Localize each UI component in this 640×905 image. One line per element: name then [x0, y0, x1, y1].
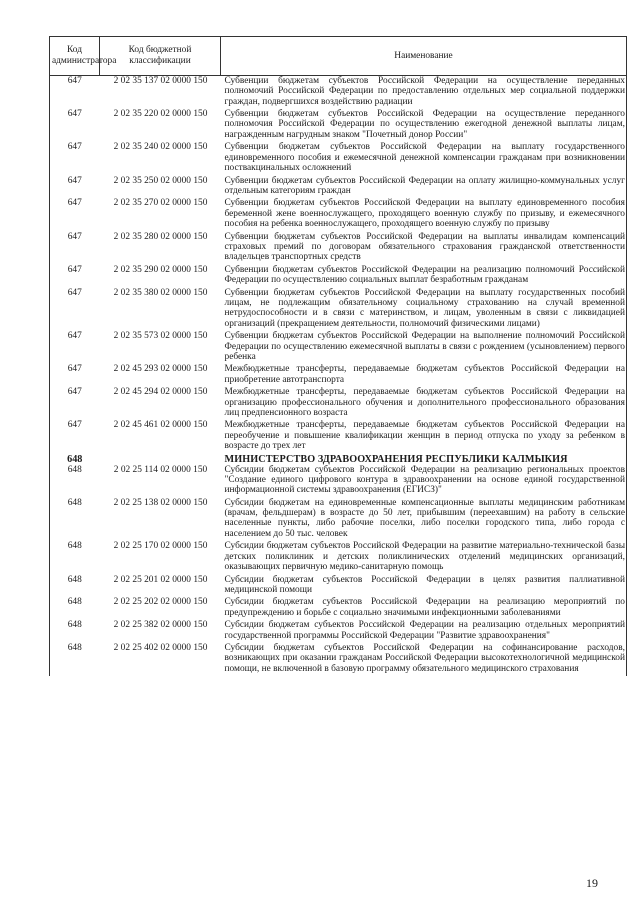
table-row	[50, 643, 627, 676]
admin-code-cell: 647	[50, 364, 100, 387]
admin-code-cell: 647	[50, 76, 100, 110]
name-cell: Субвенции бюджетам субъектов Российской Федерации на выплату государственных пособий лицам, не подлежащим обязательному социальному страхованию на случай временной нетрудоспособности и в связи с материнством, и лицам, уволенным в связи с ликвидацией организаций (прекращением деятельности, полномочий физическими лицами)	[221, 288, 627, 331]
header-budget-code: Код бюджетной классификации	[100, 37, 221, 76]
admin-code-cell: 647	[50, 288, 100, 331]
admin-code-cell: 647	[50, 176, 100, 199]
name-cell: Субвенции бюджетам субъектов Российской Федерации на реализацию полномочий Российской Федерации по осуществлению социальных выплат безработным гражданам	[221, 265, 627, 288]
budget-code-cell: 2 02 35 573 02 0000 150	[113, 331, 208, 342]
admin-code-cell: 648	[50, 620, 100, 643]
budget-code-cell: 2 02 25 170 02 0000 150	[113, 541, 208, 552]
name-cell: Субвенции бюджетам субъектов Российской Федерации на выплаты инвалидам компенсаций страховых премий по договорам обязательного страхования гражданской ответственности владельцев транспортных средств	[221, 232, 627, 265]
budget-code-cell: 2 02 25 114 02 0000 150	[113, 464, 208, 475]
admin-code-cell: 648	[50, 597, 100, 620]
name-cell: Субсидии бюджетам субъектов Российской Федерации на развитие материально-технической базы детских поликлиник и детских поликлинических отделений медицинских организаций, оказывающих первичную медико-санитарную помощь	[221, 541, 627, 574]
table-row	[50, 288, 627, 331]
name-cell: Субсидии бюджетам на единовременные компенсационные выплаты медицинским работникам (врачам, фельдшерам) в возрасте до 50 лет, прибывшим (переехавшим) на работу в сельские населенные пункты, либо рабочие поселки, либо поселки городского типа, либо города с населением до 50 тыс. человек	[221, 498, 627, 541]
name-cell: Субсидии бюджетам субъектов Российской Федерации на софинансирование расходов, возникающих при оказании гражданам Российской Федерации высокотехнологичной медицинской помощи, не включенной в базовую программу обязательного медицинского страхования	[221, 643, 627, 676]
name-cell: Субвенции бюджетам субъектов Российской Федерации на осуществление переданного полномочия Российской Федерации по осуществлению ежегодной денежной выплаты лицам, награжденным нагрудным знаком "Почетный донор России"	[221, 109, 627, 142]
table-header-row	[50, 37, 627, 76]
admin-code-cell: 648	[50, 498, 100, 541]
name-cell: Субвенции бюджетам субъектов Российской Федерации на выплату государственного единовременного пособия и ежемесячной денежной компенсации гражданам при возникновении поствакцинальных осложнений	[221, 142, 627, 175]
budget-codes-table	[49, 36, 627, 676]
admin-code-cell: 647	[50, 331, 100, 364]
admin-code-cell: 648	[50, 454, 100, 465]
name-cell: Субвенции бюджетам субъектов Российской Федерации на оплату жилищно-коммунальных услуг отдельным категориям граждан	[221, 176, 627, 199]
budget-code-cell: 2 02 25 138 02 0000 150	[113, 497, 208, 508]
table-row	[50, 597, 627, 620]
admin-code-cell: 647	[50, 142, 100, 175]
name-cell: Межбюджетные трансферты, передаваемые бюджетам субъектов Российской Федерации на организацию профессионального обучения и дополнительного профессионального образования лиц предпенсионного возраста	[221, 387, 627, 420]
admin-code-cell: 648	[50, 575, 100, 598]
table-row	[50, 465, 627, 498]
budget-code-cell: 2 02 35 220 02 0000 150	[113, 109, 208, 120]
table-row	[50, 420, 627, 453]
name-cell: Субсидии бюджетам субъектов Российской Федерации на реализацию мероприятий по предупреждению и борьбе с социально значимыми инфекционными заболеваниями	[221, 597, 627, 620]
table-row	[50, 541, 627, 574]
table-row	[50, 331, 627, 364]
table-row	[50, 142, 627, 175]
page-number: 19	[586, 876, 598, 890]
budget-code-cell: 2 02 35 137 02 0000 150	[113, 76, 208, 86]
table-row	[50, 76, 627, 110]
header-name: Наименование	[221, 37, 627, 76]
name-cell: МИНИСТЕРСТВО ЗДРАВООХРАНЕНИЯ РЕСПУБЛИКИ КАЛМЫКИЯ	[221, 454, 627, 465]
name-cell: Субвенции бюджетам субъектов Российской Федерации на осуществление переданных полномочий Российской Федерации по предоставлению отдельных мер социальной поддержки граждан, подвергшихся воздействию радиации	[221, 76, 627, 110]
header-admin-code: Код администратора	[50, 37, 100, 76]
name-cell: Субсидии бюджетам субъектов Российской Федерации на реализацию отдельных мероприятий государственной программы Российской Федерации "Развитие здравоохранения"	[221, 620, 627, 643]
name-cell: Межбюджетные трансферты, передаваемые бюджетам субъектов Российской Федерации на переобучение и повышение квалификации женщин в период отпуска по уходу за ребенком в возрасте до трех лет	[221, 420, 627, 453]
budget-code-cell: 2 02 35 290 02 0000 150	[113, 264, 208, 275]
name-cell: Субвенции бюджетам субъектов Российской Федерации на выплату единовременного пособия беременной жене военнослужащего, проходящего военную службу по призыву, и ежемесячного пособия на ребенка военнослужащего, проходящего военную службу по призыву	[221, 198, 627, 231]
name-cell: Межбюджетные трансферты, передаваемые бюджетам субъектов Российской Федерации на приобретение автотранспорта	[221, 364, 627, 387]
table-row	[50, 575, 627, 598]
admin-code-cell: 647	[50, 420, 100, 453]
budget-code-cell: 2 02 35 280 02 0000 150	[113, 231, 208, 242]
budget-code-cell: 2 02 35 270 02 0000 150	[113, 198, 208, 209]
admin-code-cell: 647	[50, 198, 100, 231]
budget-code-cell: 2 02 25 402 02 0000 150	[113, 643, 208, 654]
budget-code-cell: 2 02 25 202 02 0000 150	[113, 597, 208, 608]
admin-code-cell: 648	[50, 643, 100, 676]
name-cell: Субсидии бюджетам субъектов Российской Федерации на реализацию региональных проектов "Создание единого цифрового контура в здравоохранении на основе единой государственной информационной системы здравоохранения (ЕГИСЗ)"	[221, 465, 627, 498]
admin-code-cell: 648	[50, 465, 100, 498]
table-row	[50, 387, 627, 420]
ministry-heading-row	[50, 454, 627, 465]
table-row	[50, 498, 627, 541]
table-row	[50, 109, 627, 142]
table-row	[50, 364, 627, 387]
name-cell: Субсидии бюджетам субъектов Российской Федерации в целях развития паллиативной медицинской помощи	[221, 575, 627, 598]
table-row	[50, 265, 627, 288]
budget-code-cell: 2 02 35 380 02 0000 150	[113, 287, 208, 298]
budget-code-cell: 2 02 45 294 02 0000 150	[113, 387, 208, 398]
budget-code-cell: 2 02 35 240 02 0000 150	[113, 142, 208, 153]
table-row	[50, 620, 627, 643]
table-body	[50, 76, 627, 677]
name-cell: Субвенции бюджетам субъектов Российской Федерации на выполнение полномочий Российской Федерации по осуществлению ежемесячной выплаты в связи с рождением (усыновлением) первого ребенка	[221, 331, 627, 364]
budget-code-cell: 2 02 45 461 02 0000 150	[113, 420, 208, 431]
admin-code-cell: 647	[50, 109, 100, 142]
budget-code-cell: 2 02 35 250 02 0000 150	[113, 175, 208, 186]
admin-code-cell: 648	[50, 541, 100, 574]
budget-code-cell: 2 02 25 382 02 0000 150	[113, 620, 208, 631]
admin-code-cell: 647	[50, 387, 100, 420]
table-row	[50, 232, 627, 265]
admin-code-cell: 647	[50, 265, 100, 288]
table-row	[50, 198, 627, 231]
budget-code-cell: 2 02 25 201 02 0000 150	[113, 574, 208, 585]
table-row	[50, 176, 627, 199]
admin-code-cell: 647	[50, 232, 100, 265]
budget-code-cell	[100, 454, 221, 465]
budget-code-cell: 2 02 45 293 02 0000 150	[113, 364, 208, 375]
